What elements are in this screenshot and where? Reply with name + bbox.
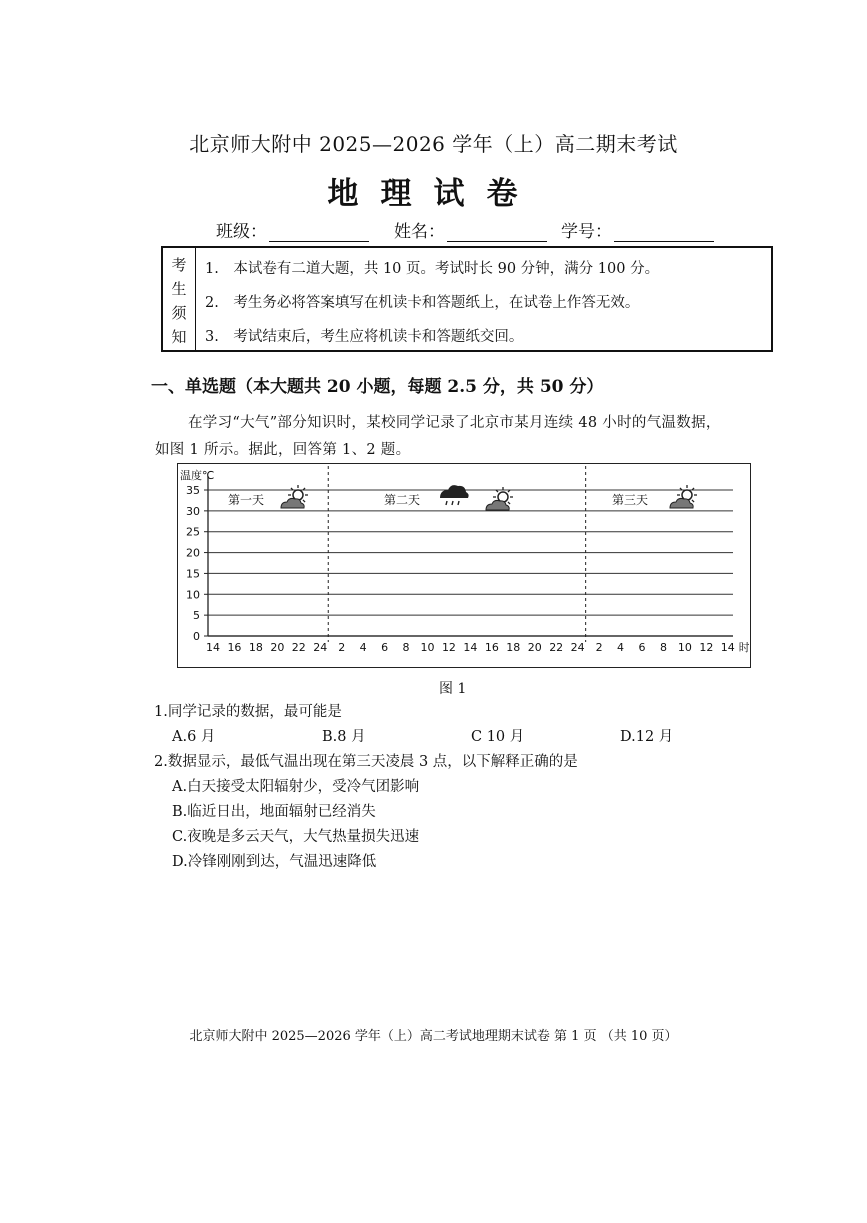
intro-line-2: 如图 1 所示。据此，回答第 1、2 题。 [155, 442, 411, 458]
y-axis-label: 温度℃ [180, 469, 215, 482]
name-blank [447, 223, 547, 242]
question-1-option-d: D.12 月 [620, 729, 674, 745]
name-label: 姓名： [394, 222, 445, 242]
temperature-chart [177, 463, 751, 668]
class-label: 班级： [216, 222, 267, 242]
exam-title: 北京师大附中 2025—2026 学年（上）高二期末考试 [189, 132, 678, 156]
x-tick-label: 14 [206, 641, 220, 654]
name-field [394, 217, 547, 242]
x-tick-label: 8 [402, 641, 410, 654]
x-tick-label: 4 [617, 641, 625, 654]
x-tick-label: 20 [527, 641, 542, 654]
notice-item-3: 3. 考试结束后，考生应将机读卡和答题纸交回。 [205, 329, 524, 345]
day-label: 第三天 [612, 493, 649, 507]
figure-caption: 图 1 [439, 681, 467, 697]
question-1-stem: 1.同学记录的数据，最可能是 [154, 704, 342, 720]
x-tick-label: 2 [595, 641, 603, 654]
y-tick-label: 30 [186, 504, 200, 518]
sun-cloud-icon [670, 485, 697, 508]
x-tick-label: 6 [638, 641, 646, 654]
question-1-option-c: C 10 月 [471, 729, 525, 745]
notice-label-char: 生 [171, 280, 187, 298]
x-axis-label: 时 [738, 641, 749, 654]
x-tick-label: 12 [699, 641, 714, 654]
y-tick-label: 5 [193, 609, 200, 623]
x-tick-label: 24 [570, 641, 585, 654]
question-1-option-b: B.8 月 [322, 729, 366, 745]
x-tick-label: 14 [463, 641, 478, 654]
intro-line-1: 在学习“大气”部分知识时，某校同学记录了北京市某月连续 48 小时的气温数据， [188, 415, 721, 431]
x-tick-label: 18 [248, 641, 263, 654]
x-tick-label: 4 [359, 641, 367, 654]
question-2-option-b: B.临近日出，地面辐射已经消失 [172, 804, 376, 820]
page-footer: 北京师大附中 2025—2026 学年（上）高二考试地理期末试卷 第 1 页 （共 10 页） [189, 1029, 678, 1044]
student-id-blank [614, 223, 714, 242]
question-2-option-d: D.冷锋刚刚到达，气温迅速降低 [172, 854, 377, 870]
y-tick-label: 20 [186, 546, 200, 560]
y-tick-label: 35 [186, 484, 200, 497]
notice-label-char: 考 [171, 256, 187, 274]
student-id-label: 学号： [561, 222, 612, 242]
x-tick-label: 10 [420, 641, 435, 654]
section-heading: 一、单选题（本大题共 20 小题，每题 2.5 分，共 50 分） [151, 377, 604, 397]
rain-cloud-icon [440, 485, 469, 505]
x-tick-label: 24 [313, 641, 328, 654]
class-field [216, 217, 369, 242]
x-tick-label: 16 [484, 641, 499, 654]
x-tick-label: 20 [270, 641, 285, 654]
x-tick-label: 22 [549, 641, 564, 654]
notice-item-2: 2. 考生务必将答案填写在机读卡和答题纸上，在试卷上作答无效。 [205, 295, 640, 311]
question-2-stem: 2.数据显示，最低气温出现在第三天凌晨 3 点，以下解释正确的是 [154, 754, 578, 770]
y-tick-label: 15 [186, 567, 200, 581]
subject-title: 地理试卷 [327, 176, 540, 212]
class-blank [269, 223, 369, 242]
sun-cloud-icon [281, 485, 308, 508]
y-tick-label: 10 [186, 588, 200, 602]
day-label: 第一天 [228, 493, 265, 507]
y-tick-label: 25 [186, 525, 200, 539]
notice-label-char: 知 [171, 328, 187, 346]
x-tick-label: 14 [720, 641, 735, 654]
chart-canvas [178, 464, 749, 666]
x-tick-label: 10 [677, 641, 692, 654]
x-tick-label: 18 [506, 641, 521, 654]
y-tick-label: 0 [193, 630, 200, 643]
x-tick-label: 6 [381, 641, 389, 654]
x-tick-label: 8 [659, 641, 667, 654]
x-tick-label: 16 [227, 641, 242, 654]
student-id-field [561, 217, 714, 242]
student-info-row [216, 217, 736, 243]
notice-label-char: 须 [171, 304, 187, 322]
day-label: 第二天 [384, 493, 421, 507]
question-2-option-a: A.白天接受太阳辐射少，受冷气团影响 [172, 779, 420, 795]
x-tick-label: 2 [338, 641, 346, 654]
question-1-option-a: A.6 月 [172, 729, 216, 745]
notice-item-1: 1. 本试卷有二道大题，共 10 页。考试时长 90 分钟，满分 100 分。 [205, 261, 660, 277]
x-tick-label: 22 [291, 641, 306, 654]
x-tick-label: 12 [441, 641, 456, 654]
exam-notice-box [161, 246, 773, 352]
question-2-option-c: C.夜晚是多云天气，大气热量损失迅速 [172, 829, 420, 845]
notice-label [163, 248, 196, 350]
